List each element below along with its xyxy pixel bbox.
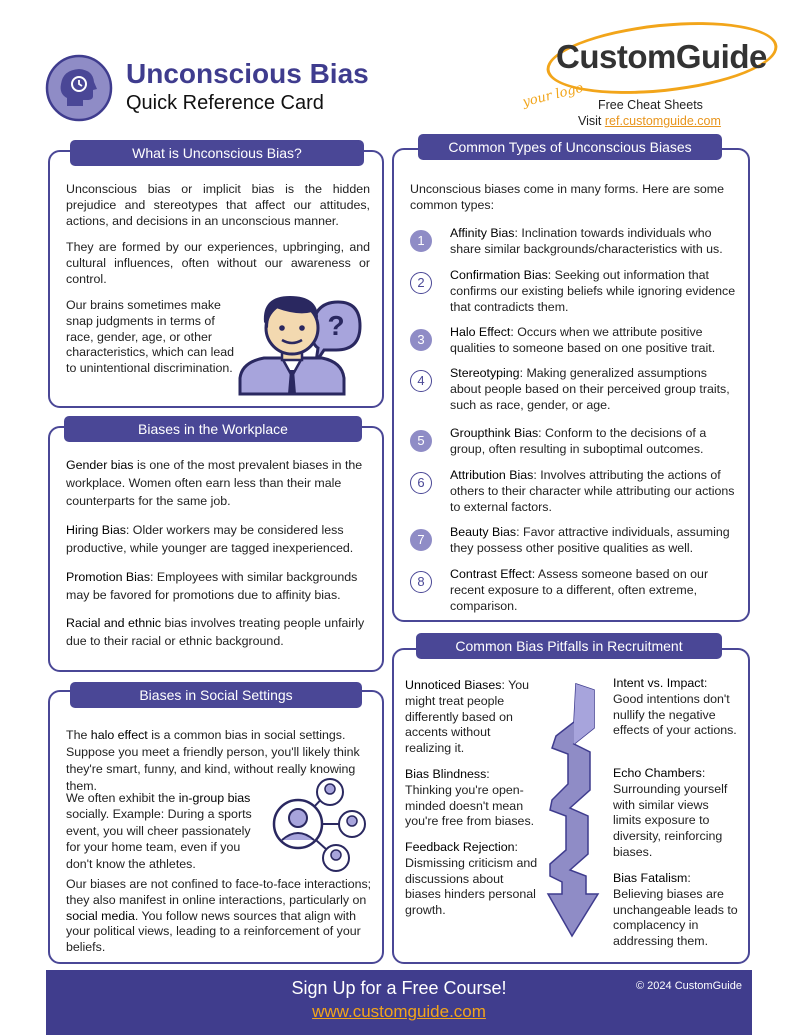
what-p2: They are formed by our experiences, upbringing, and cultural influences, often without our awareness or control. <box>66 240 370 286</box>
footer-copyright: © 2024 CustomGuide <box>636 980 742 992</box>
pitfall-item <box>613 871 739 950</box>
bias-type-term: Affinity Bias <box>450 226 515 240</box>
what-p1: Unconscious bias or implicit bias is the hidden prejudice and stereotypes that affect our attitudes, actions, and decisions in an unconscious manner. <box>66 182 370 228</box>
social-p1-pre: The <box>66 728 91 742</box>
person-question-illustration <box>238 278 364 396</box>
logo-tag: your logo <box>521 80 585 111</box>
bias-type-item <box>450 567 740 614</box>
free-cheat-sheets: Free Cheat Sheets <box>598 98 703 112</box>
bias-type-text: : Involves attributing the actions of others to their character while attributing our actions to external factors. <box>450 468 735 514</box>
workplace-item <box>66 568 372 604</box>
social-heading: Biases in Social Settings <box>70 682 362 708</box>
workplace-text: : Employees with similar backgrounds may be favored for promotions due to affinity bias. <box>66 570 358 602</box>
number-badge: 2 <box>410 272 432 294</box>
head-icon <box>45 54 113 122</box>
social-p3-pre: Our biases are not confined to face-to-face interactions; they also manifest in online interactions, particularly on <box>66 877 372 907</box>
bias-type-term: Beauty Bias <box>450 525 517 539</box>
social-p2 <box>66 790 262 872</box>
zigzag-arrow <box>546 682 602 938</box>
footer-cta[interactable]: Sign Up for a Free Course! <box>291 978 507 998</box>
footer-link[interactable]: www.customguide.com <box>312 1002 486 1021</box>
pitfall-item <box>613 676 739 739</box>
pitfall-item <box>405 767 539 830</box>
number-badge: 5 <box>410 430 432 452</box>
pitfall-text: : Surrounding yourself with similar views limits exposure to diversity, reinforcing biases. <box>613 766 728 859</box>
number-badge: 6 <box>410 472 432 494</box>
bias-type-item <box>450 426 740 458</box>
workplace-item <box>66 521 372 557</box>
visit-prefix: Visit <box>578 114 602 128</box>
pitfall-text: : You might treat people differently based on accents without realizing it. <box>405 678 530 756</box>
bias-type-item <box>450 268 740 315</box>
bias-type-term: Stereotyping <box>450 366 520 380</box>
bias-type-term: Groupthink Bias <box>450 426 539 440</box>
workplace-term: Promotion Bias <box>66 570 151 584</box>
bias-type-text: : Conform to the decisions of a group, often resulting in suboptimal outcomes. <box>450 426 707 456</box>
social-p3-term: social media <box>66 908 135 923</box>
pitfall-term: Bias Blindness <box>405 767 487 781</box>
bias-type-text: : Inclination towards individuals who share similar backgrounds/characteristics with us. <box>450 226 723 256</box>
bias-type-item <box>450 366 740 413</box>
social-p2-term: in-group bias <box>178 791 251 805</box>
pitfall-term: Unnoticed Biases <box>405 678 502 692</box>
types-heading: Common Types of Unconscious Biases <box>418 134 722 160</box>
workplace-term: Racial and ethnic <box>66 616 162 630</box>
social-p3-post: . You follow news sources that align with your political views, leading to a reinforcement of your beliefs. <box>66 908 361 955</box>
bias-type-item <box>450 226 740 258</box>
social-p2-post: socially. Example: During a sports event, you will cheer passionately for your home team, even if you don't know the athletes. <box>66 807 252 871</box>
page-subtitle: Quick Reference Card <box>126 92 324 114</box>
number-badge: 7 <box>410 529 432 551</box>
visit-link[interactable]: ref.customguide.com <box>604 114 721 128</box>
logo[interactable]: CustomGuide <box>556 38 767 75</box>
bias-type-text: : Favor attractive individuals, assuming they possess other positive qualities as well. <box>450 525 730 555</box>
pitfall-text: : Believing biases are unchangeable leads to complacency in addressing them. <box>613 871 738 949</box>
question-mark: ? <box>327 310 345 341</box>
bias-type-term: Confirmation Bias <box>450 268 548 282</box>
what-p3: Our brains sometimes make snap judgments in terms of race, gender, age, or other characteristics, which can lead to unintentional discrimination. <box>66 298 235 376</box>
pitfall-text: : Thinking you're open-minded doesn't mean you're free from biases. <box>405 767 535 829</box>
bias-type-item <box>450 525 740 557</box>
social-p3 <box>66 877 372 956</box>
number-badge: 3 <box>410 329 432 351</box>
workplace-item <box>66 614 372 650</box>
workplace-term: Gender bias <box>66 458 134 472</box>
workplace-text: bias involves treating people unfairly due to their racial or ethnic background. <box>66 616 365 648</box>
number-badge: 8 <box>410 571 432 593</box>
bias-type-item <box>450 468 740 515</box>
pitfall-term: Echo Chambers <box>613 766 702 780</box>
pitfall-item <box>405 840 539 919</box>
visit-line <box>578 114 721 128</box>
network-illustration <box>270 776 370 872</box>
bias-type-text: : Seeking out information that confirms our existing beliefs while ignoring evidence that contradicts them. <box>450 268 736 314</box>
number-badge: 1 <box>410 230 432 252</box>
workplace-text: is one of the most prevalent biases in the workplace. Women often earn less than their male counterparts for the same job. <box>66 458 363 508</box>
bias-type-item <box>450 325 740 357</box>
workplace-term: Hiring Bias <box>66 523 126 537</box>
pitfalls-heading: Common Bias Pitfalls in Recruitment <box>416 633 722 659</box>
bias-type-term: Contrast Effect <box>450 567 532 581</box>
pitfall-term: Bias Fatalism <box>613 871 688 885</box>
bias-type-term: Halo Effect <box>450 325 511 339</box>
bias-type-text: : Occurs when we attribute positive qualities to someone based on one positive trait. <box>450 325 716 355</box>
bias-type-text: : Assess someone based on our recent exposure to a different, often extreme, comparison. <box>450 567 709 613</box>
pitfall-text: : Dismissing criticism and discussions about biases hinders personal growth. <box>405 840 538 918</box>
workplace-item <box>66 456 372 510</box>
page-title: Unconscious Bias <box>126 58 369 89</box>
pitfall-text: : Good intentions don't nullify the negative effects of your actions. <box>613 676 737 738</box>
social-p1-term: halo effect <box>90 728 148 742</box>
workplace-text: : Older workers may be considered less productive, while younger are tagged inexperienced. <box>66 523 354 555</box>
workplace-heading: Biases in the Workplace <box>64 416 362 442</box>
bias-type-text: : Making generalized assumptions about people based on their perceived group traits, such as race, gender, or age. <box>450 366 730 412</box>
pitfall-item <box>405 678 539 757</box>
social-p2-pre: We often exhibit the <box>66 791 179 805</box>
number-badge: 4 <box>410 370 432 392</box>
what-heading: What is Unconscious Bias? <box>70 140 364 166</box>
pitfall-term: Intent vs. Impact <box>613 676 704 690</box>
bias-type-term: Attribution Bias <box>450 468 534 482</box>
pitfall-item <box>613 766 739 861</box>
types-intro: Unconscious biases come in many forms. Here are some common types: <box>410 182 725 212</box>
pitfall-term: Feedback Rejection <box>405 840 515 854</box>
social-p1-post: is a common bias in social settings. Suppose you meet a friendly person, you'll likely think they're smart, funny, and kind, without really knowing them. <box>66 728 360 793</box>
